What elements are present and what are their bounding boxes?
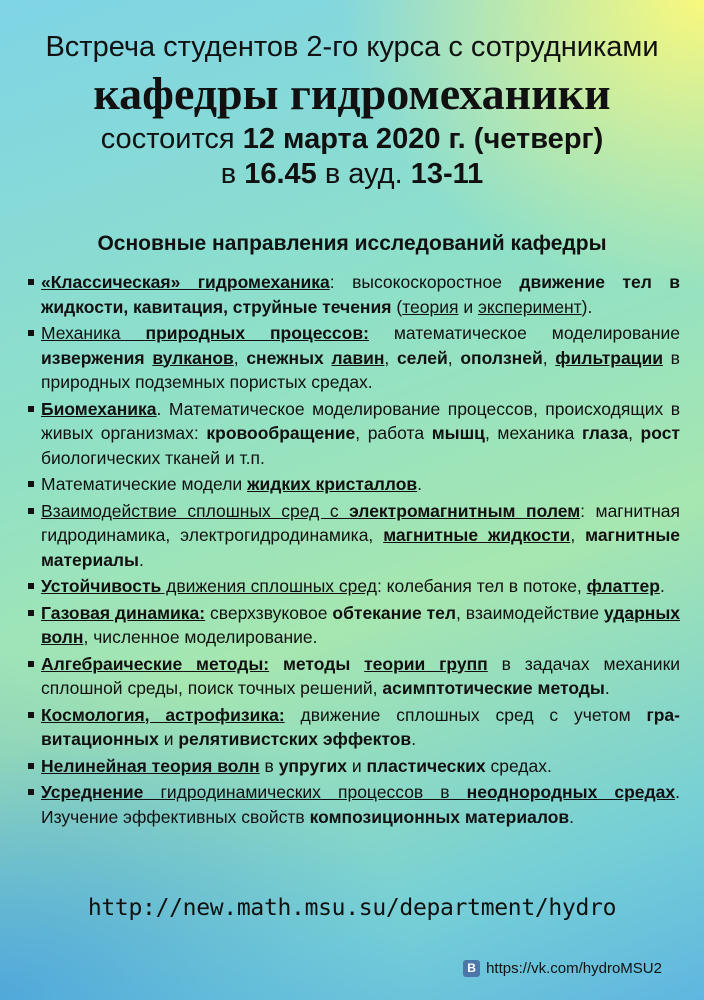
text-segment: , численное моделирование. [83, 627, 318, 647]
text-segment: в задачах механики сплошной среды, поиск точных решений, [41, 653, 681, 698]
text-segment: : высокоскоростное [329, 272, 520, 292]
text-segment: жидких кристаллов [247, 474, 418, 494]
text-segment: ( [391, 296, 403, 317]
text-segment: фильтрации [555, 347, 663, 368]
meeting-date [0, 122, 704, 157]
text-segment: теория [402, 296, 459, 317]
research-list [28, 270, 680, 831]
text-segment: магнитные материалы [41, 525, 680, 570]
text-segment: Алгебраические методы: [41, 653, 270, 674]
text-segment: 16.45 [244, 158, 317, 190]
list-item [28, 652, 680, 701]
vk-icon: B [463, 960, 480, 977]
text-segment: , [233, 347, 247, 368]
list-item [28, 321, 680, 395]
text-segment: извержения [41, 347, 153, 368]
text-segment: релятивистских эффектов [178, 729, 412, 749]
text-segment: магнитные жидкости [383, 525, 571, 545]
text-segment: в ауд. [316, 158, 411, 190]
text-segment: кровообращение [206, 423, 356, 443]
text-segment: состоится [100, 123, 243, 155]
text-segment: , работа [355, 423, 432, 443]
text-segment: обтекание тел [332, 602, 457, 623]
text-segment: движения сплошных сред [161, 576, 377, 596]
text-segment: селей [396, 347, 448, 368]
text-segment: биологических тканей и т.п. [41, 447, 265, 468]
heading-line-1: Встреча студентов 2-го курса с сотрудниками [45, 31, 659, 63]
text-segment: ударных волн [41, 602, 681, 647]
text-segment: глаза [581, 423, 629, 443]
vk-link[interactable] [463, 960, 662, 977]
text-segment: теории групп [364, 653, 488, 674]
text-segment: Биомеханика [41, 398, 157, 419]
text-segment: : колебания тел в потоке, [376, 576, 587, 596]
text-segment: , [542, 347, 556, 368]
text-segment: . Изучение эффективных свойств [41, 782, 680, 827]
list-item [28, 397, 680, 471]
text-segment: флаттер [586, 576, 660, 596]
text-segment: асимптотические методы [382, 678, 605, 698]
text-segment: электромагнитным полем [349, 500, 581, 521]
list-item [28, 601, 680, 650]
text-segment: гидродинамических процессов в [143, 782, 467, 802]
text-segment: «Классическая» гидромеханика [41, 272, 330, 292]
text-segment: . [604, 678, 610, 698]
text-segment: рост [640, 423, 680, 443]
text-segment: неоднородных средах [466, 782, 676, 802]
text-segment: вулканов [152, 347, 234, 368]
text-segment: пластических [366, 755, 486, 776]
header [0, 30, 704, 192]
text-segment: движение сплошных сред с учетом [284, 704, 647, 725]
list-item [28, 754, 680, 779]
list-item [28, 270, 680, 319]
department-title: кафедры гидромеханики [93, 68, 611, 119]
text-segment: , [447, 347, 461, 368]
text-segment: средах. [485, 755, 552, 776]
text-segment: . [411, 729, 417, 749]
text-segment: Газовая динамика: [41, 602, 206, 623]
text-segment: природных процессов: [145, 323, 369, 343]
text-segment: в [220, 158, 245, 190]
text-segment: методы [269, 653, 365, 674]
text-segment: снежных [246, 347, 332, 368]
text-segment: ). [581, 296, 593, 317]
vk-link-text[interactable]: https://vk.com/hydroMSU2 [486, 960, 662, 977]
text-segment: Взаимодействие сплошных сред с [41, 500, 350, 521]
text-segment: . Математическое моделирование процессов, происходящих в живых организмах: [41, 398, 680, 443]
research-directions-heading: Основные направления исследований кафедры [97, 232, 607, 255]
text-segment: гравитационных [41, 704, 680, 749]
text-segment: 12 марта 2020 г. (четверг) [242, 123, 604, 155]
text-segment: . [659, 576, 665, 596]
text-segment: , [384, 347, 397, 368]
list-item [28, 499, 680, 573]
text-segment: и [158, 729, 179, 749]
text-segment: Усреднение [41, 782, 144, 802]
text-segment: оползней [460, 347, 543, 368]
text-segment: Математические модели [41, 474, 248, 494]
meeting-time-room [0, 157, 704, 192]
list-item [28, 574, 680, 599]
text-segment: . [569, 806, 575, 827]
text-segment: . [139, 549, 144, 570]
text-segment: лавин [331, 347, 385, 368]
list-item [28, 780, 680, 829]
text-segment: Устойчивость [41, 576, 162, 596]
text-segment: Космология, астрофизика: [41, 704, 285, 725]
text-segment: математическое моделирование [368, 323, 680, 343]
text-segment: , взаимодействие [456, 602, 604, 623]
text-segment: : магнитная гидродинамика, электрогидродинамика, [41, 500, 681, 545]
text-segment: и [458, 296, 478, 317]
text-segment: движение тел в жидкости, кавитация, струйные течения [41, 272, 681, 317]
text-segment: 13-11 [410, 158, 484, 190]
text-segment: , [628, 423, 641, 443]
text-segment: в природных подземных пористых средах. [41, 347, 680, 392]
text-segment: мышц [431, 423, 485, 443]
text-segment: упругих [278, 755, 347, 776]
text-segment: композиционных материалов [309, 806, 570, 827]
text-segment: в [259, 755, 279, 776]
text-segment: эксперимент [477, 296, 582, 317]
text-segment: и [346, 755, 367, 776]
department-url[interactable]: http://new.math.msu.su/department/hydro [87, 895, 617, 921]
list-item [28, 472, 680, 497]
text-segment: . [417, 474, 423, 494]
text-segment: Нелинейная теория волн [41, 755, 260, 776]
text-segment: Механика [41, 323, 146, 343]
list-item [28, 703, 680, 752]
text-segment: , [570, 525, 586, 545]
text-segment: сверхзвуковое [205, 602, 333, 623]
text-segment: , механика [484, 423, 582, 443]
